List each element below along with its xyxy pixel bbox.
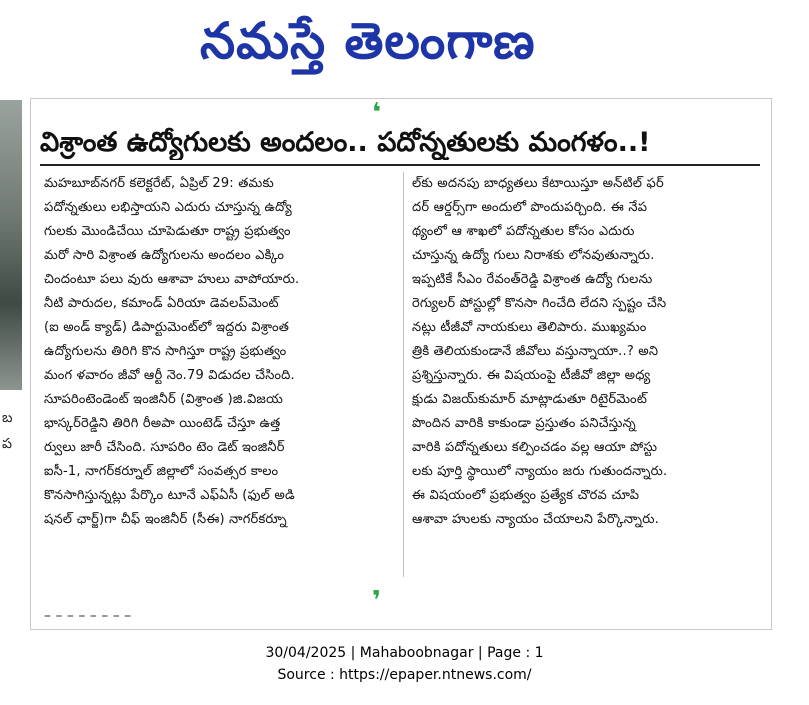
adjacent-text-fragment: బ — [2, 410, 13, 426]
adjacent-photo — [0, 100, 22, 390]
article-line: గులకు మొండిచేయి చూపెడుతూ రాష్ట్ర ప్రభుత్వం — [44, 224, 291, 239]
article-line: (ఐ అండ్ క్యాడ్) డిపార్టుమెంట్‌లో ఇద్దరు విశ్రాంత — [44, 320, 290, 335]
footer-source: Source : https://epaper.ntnews.com/ — [277, 667, 532, 683]
footer-date-edition: 30/04/2025 | Mahaboobnagar | Page : 1 — [265, 645, 544, 661]
column-divider — [403, 172, 404, 577]
article-line: ఈ విషయంలో ప్రభుత్వం ప్రత్యేక చొరవ చూపి — [412, 488, 640, 503]
close-quote-icon: ❜ — [372, 586, 382, 616]
article-line: ర్వులు జారీ చేసింది. సూపరిం టెం డెట్ ఇంజినీర్ — [44, 440, 285, 455]
article-line: ల్‌కు అదనపు బాధ్యతలు కేటాయిస్తూ అన్‌టిల్ ఫర్ — [412, 176, 664, 191]
article-line: మహబూబ్‌నగర్ కలెక్టరేట్, ఏప్రిల్ 29: తమకు — [44, 176, 274, 191]
article-line: నీటి పారుదల, కమాండ్ ఏరియా డెవలప్‌మెంట్ — [44, 296, 279, 311]
masthead — [0, 0, 809, 80]
article-column-right — [412, 172, 765, 532]
adjacent-text-fragment: ప — [2, 436, 12, 452]
article-line: ఉద్యోగులను తిరిగి కొన సాగిస్తూ రాష్ట్ర ప్రభుత్వం — [44, 344, 287, 359]
article-line: మరో సారి విశ్రాంత ఉద్యోగులను అందలం ఎక్కిం — [44, 248, 285, 263]
article-line: నట్లు టీజీవో నాయకులు తెలిపారు. ముఖ్యమం — [412, 320, 647, 335]
article-line: దర్ ఆర్డర్స్‌గా అందులో పొందుపర్చింది. ఈ నేప — [412, 200, 648, 215]
open-quote-icon: ❛ — [372, 98, 382, 128]
article-line: త్రికి తెలియకుండానే జీవోలు వస్తున్నాయా..? అని — [412, 344, 659, 359]
article-line: కొనసాగిస్తున్నట్లు పేర్కొం టూనే ఎఫ్ఏసీ (ఫుల్ అడి — [44, 488, 295, 503]
headline-rule — [40, 164, 760, 166]
article-line: క్షుడు విజయ్‌కుమార్ మాట్లాడుతూ రిటైర్‌మెంట్ — [412, 392, 648, 407]
article-column-left — [44, 172, 397, 532]
article-line: రెగ్యులర్ పోస్టుల్లో కొనసా గించేది లేదని స్పష్టం చేసి — [412, 296, 667, 311]
article-line: ఆశావా హులకు న్యాయం చేయాలని పేర్కొన్నారు. — [412, 512, 659, 527]
next-article-partial-line: – – – – – – – – — [44, 608, 132, 624]
adjacent-article-strip — [0, 100, 28, 620]
article-line: భాస్కర్‌రెడ్డిని తిరిగి రీఅపా యింటెడ్ చేస్తూ ఉత్త — [44, 416, 281, 431]
article-line: షనల్ ఛార్జ్)గా చీఫ్ ఇంజినీర్ (సీఈ) నాగర్‌కర్నూ — [44, 512, 287, 527]
article-line: చూస్తున్న ఉద్యో గులు నిరాశకు లోనవుతున్నారు. — [412, 248, 655, 263]
article-headline: విశ్రాంత ఉద్యోగులకు అందలం.. పదోన్నతులకు మంగళం..! — [40, 127, 651, 158]
article-line: ఐసీ-1, నాగర్‌కర్నూల్ జిల్లాలో సంవత్సర కాలం — [44, 464, 279, 479]
article-line: లకు పూర్తి స్థాయిలో న్యాయం జరు గుతుందన్నారు. — [412, 464, 668, 479]
article-line: సూపరింటెండెంట్ ఇంజినీర్ (విశ్రాంత )జి.విజయ — [44, 392, 284, 407]
article-line: ఇప్పటికే సీఎం రేవంత్‌రెడ్డి విశ్రాంత ఉద్యో గులను — [412, 272, 653, 287]
newspaper-logo: నమస్తే తెలంగాణ — [200, 12, 536, 70]
article-line: థ్యంలో ఆ శాఖలో పదోన్నతుల కోసం ఎదురు — [412, 224, 635, 239]
article-line: చిందంటూ పలు వురు ఆశావా హులు వాపోయారు. — [44, 272, 300, 287]
article-line: ప్రశ్నిస్తున్నారు. ఈ విషయంపై టీజీవో జిల్లా అధ్య — [412, 368, 651, 383]
article-line: మంగ ళవారం జీవో ఆర్టీ నెం.79 విడుదల చేసింది. — [44, 368, 295, 383]
article-line: పొందిన వారికి కాకుండా ప్రస్తుతం పనిచేస్తున్న — [412, 416, 636, 431]
article-line: వారికి పదోన్నతులు కల్పించడం వల్ల ఆయా పోస్టు — [412, 440, 658, 455]
article-line: పదోన్నతులు లభిస్తాయని ఎదురు చూస్తున్న ఉద్యో — [44, 200, 292, 215]
